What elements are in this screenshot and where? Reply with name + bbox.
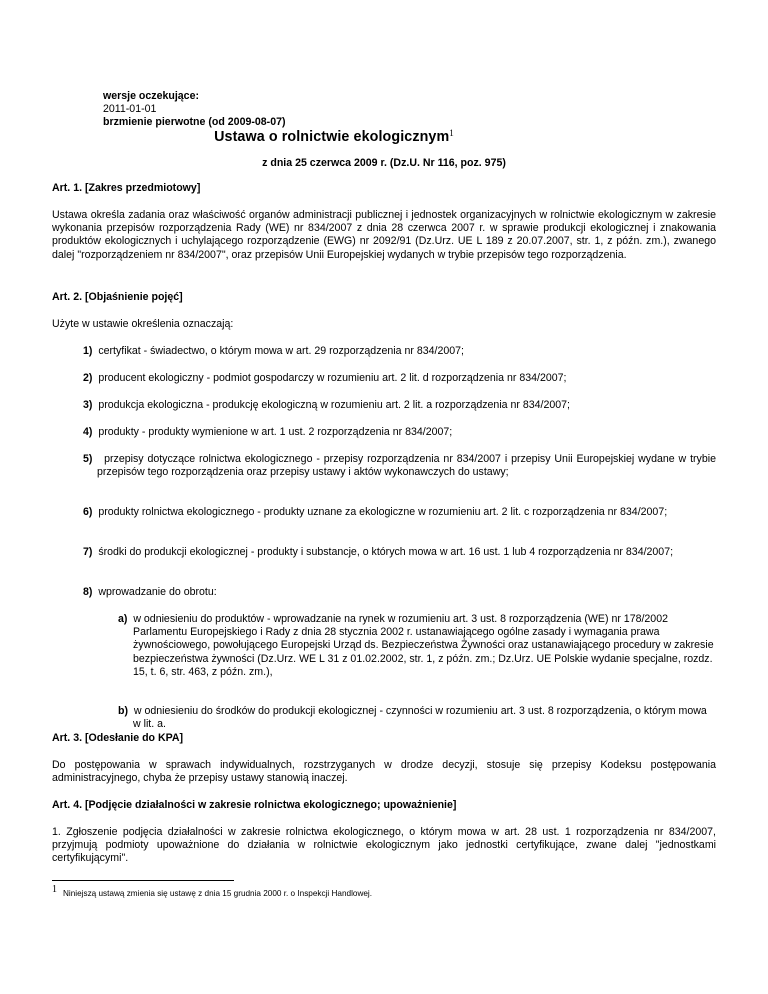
- pending-version-date: 2011-01-01: [103, 103, 157, 116]
- footnote-text: Niniejszą ustawą zmienia się ustawę z dnia 15 grudnia 2000 r. o Inspekcji Handlowej.: [63, 889, 373, 898]
- pending-versions-label: wersje oczekujące:: [103, 90, 199, 102]
- definition-item-2: 2) producent ekologiczny - podmiot gospodarczy w rozumieniu art. 2 lit. d rozporządzenia nr 834/2007;: [83, 372, 567, 384]
- article-3-heading: Art. 3. [Odesłanie do KPA]: [52, 732, 184, 744]
- title-footnote-mark: 1: [449, 128, 454, 138]
- footnote-separator: [52, 880, 234, 881]
- article-4-heading: Art. 4. [Podjęcie działalności w zakresie rolnictwa ekologicznego; upoważnienie]: [52, 799, 457, 811]
- definition-subitem-a: a) w odniesieniu do produktów - wprowadzanie na rynek w rozumieniu art. 3 ust. 8 rozporządzenia (WE) nr 178/2002 Parlamentu Europejskiego i Rady z dnia 28 stycznia 2002 r. ustanawiającego ogólne zasady i wymagania prawa żywnościowego, powołującego Europejski Urząd ds. Bezpieczeństwa Żywności oraz ustanawiającego procedury w zakresie bezpieczeństwa żywności (Dz.Urz. WE L 31 z 01.02.2002, str. 1, z późn. zm.; Dz.Urz. UE Polskie wydanie specjalne, rozdz. 15, t. 6, str. 463, z późn. zm.),: [118, 613, 714, 678]
- definition-item-4: 4) produkty - produkty wymienione w art. 1 ust. 2 rozporządzenia nr 834/2007;: [83, 426, 453, 438]
- article-3-body: Do postępowania w sprawach indywidualnych, rozstrzyganych w drodze decyzji, stosuje się przepisy Kodeksu postępowania administracyjnego, chyba że przepisy ustawy stanowią inaczej.: [52, 759, 716, 785]
- document-title: [103, 128, 565, 145]
- document-title-text: Ustawa o rolnictwie ekologicznym: [214, 129, 450, 145]
- definition-item-6: 6) produkty rolnictwa ekologicznego - produkty uznane za ekologiczne w rozumieniu art. 2 lit. c rozporządzenia nr 834/2007;: [83, 506, 668, 518]
- definition-subitem-b: b) w odniesieniu do środków do produkcji ekologicznej - czynności w rozumieniu art. 3 ust. 8 rozporządzenia, o którym mowa w lit. a.: [118, 705, 707, 731]
- article-1-body: Ustawa określa zadania oraz właściwość organów administracji publicznej i jednostek organizacyjnych w rolnictwie ekologicznym w zakresie wykonania przepisów rozporządzenia Rady (WE) nr 834/2007 z dnia 28 czerwca 2007 r. w sprawie produkcji ekologicznej i znakowania produktów ekologicznych i uchylającego rozporządzenie (EWG) nr 2092/91 (Dz.Urz. UE L 189 z 20.07.2007, str. 1, z późn. zm.), zwanego dalej "rozporządzeniem nr 834/2007", oraz przepisów Unii Europejskiej wydanych w trybie przepisów tego rozporządzenia.: [52, 209, 716, 261]
- article-1-heading: Art. 1. [Zakres przedmiotowy]: [52, 182, 201, 194]
- footnote-mark: 1: [52, 884, 57, 895]
- definition-item-8: 8) wprowadzanie do obrotu:: [83, 586, 217, 598]
- definition-item-5: 5) przepisy dotyczące rolnictwa ekologicznego - przepisy rozporządzenia nr 834/2007 i przepisy Unii Europejskiej wydane w trybie przepisów tego rozporządzenia oraz przepisy ustawy i aktów wykonawczych do ustawy;: [83, 453, 716, 479]
- definition-item-7: 7) środki do produkcji ekologicznej - produkty i substancje, o których mowa w art. 16 ust. 1 lub 4 rozporządzenia nr 834/2007;: [83, 546, 674, 558]
- article-4-body: 1. Zgłoszenie podjęcia działalności w zakresie rolnictwa ekologicznego, o którym mowa w art. 28 ust. 1 rozporządzenia nr 834/2007, przyjmują podmioty upoważnione do działania w rolnictwie ekologicznym jako jednostki certyfikujące, zwane dalej "jednostkami certyfikującymi".: [52, 826, 716, 865]
- definition-item-1: 1) certyfikat - świadectwo, o którym mowa w art. 29 rozporządzenia nr 834/2007;: [83, 345, 464, 357]
- definition-item-3: 3) produkcja ekologiczna - produkcję ekologiczną w rozumieniu art. 2 lit. a rozporządzenia nr 834/2007;: [83, 399, 570, 411]
- document-subtitle: z dnia 25 czerwca 2009 r. (Dz.U. Nr 116, poz. 975): [262, 157, 506, 169]
- original-wording-label: brzmienie pierwotne (od 2009-08-07): [103, 116, 286, 129]
- article-2-intro: Użyte w ustawie określenia oznaczają:: [52, 318, 234, 330]
- article-2-heading: Art. 2. [Objaśnienie pojęć]: [52, 291, 183, 303]
- version-header: [103, 90, 286, 130]
